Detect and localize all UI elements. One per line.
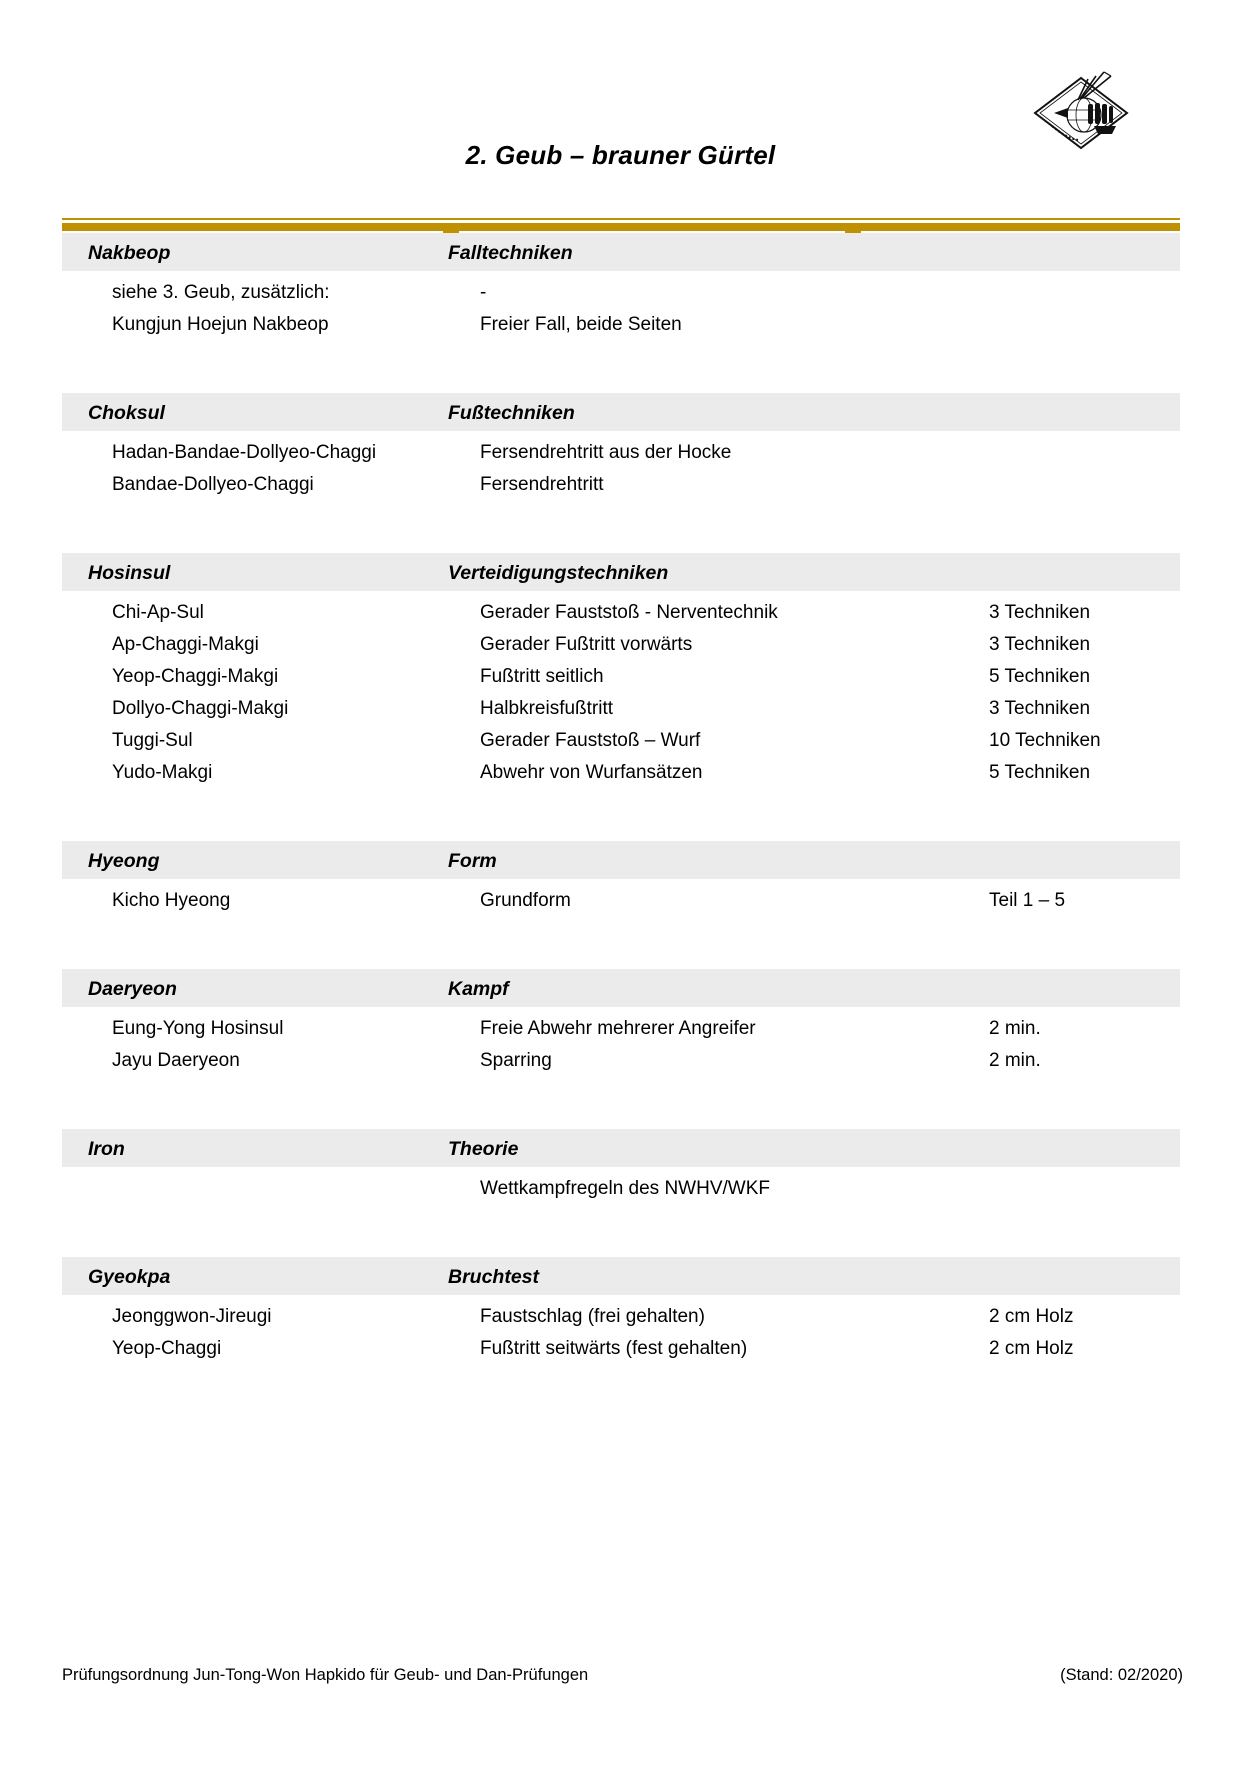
cell-technique-count: 5 Techniken — [989, 666, 1091, 687]
table-row — [62, 1333, 1180, 1365]
section-gyeokpa — [62, 1257, 1180, 1365]
section-korean-label: Hyeong — [88, 850, 160, 872]
table-row — [62, 725, 1180, 757]
cell-technique-count: 2 min. — [989, 1050, 1041, 1071]
table-row — [62, 661, 1180, 693]
page-title: 2. Geub – brauner Gürtel — [465, 140, 776, 170]
cell-technique-name: Chi-Ap-Sul — [112, 602, 204, 623]
cell-technique-name: siehe 3. Geub, zusätzlich: — [112, 282, 330, 303]
cell-technique-count: 3 Techniken — [989, 698, 1091, 719]
section-korean-label: Hosinsul — [88, 562, 171, 584]
cell-technique-description: Freie Abwehr mehrerer Angreifer — [480, 1018, 756, 1039]
section-header — [62, 1129, 1180, 1167]
cell-technique-description: Wettkampfregeln des NWHV/WKF — [480, 1178, 771, 1199]
section-iron — [62, 1129, 1180, 1205]
table-row — [62, 629, 1180, 661]
section-rows — [62, 1295, 1180, 1365]
footer-document-title: Prüfungsordnung Jun-Tong-Won Hapkido für Geub- und Dan-Prüfungen — [62, 1666, 589, 1684]
cell-technique-name: Tuggi-Sul — [112, 730, 193, 751]
section-korean-label: Choksul — [88, 402, 165, 424]
cell-technique-count: 10 Techniken — [989, 730, 1101, 751]
table-row — [62, 693, 1180, 725]
section-korean-label: Daeryeon — [88, 978, 177, 1000]
cell-technique-count: 5 Techniken — [989, 762, 1091, 783]
section-header — [62, 393, 1180, 431]
cell-technique-count: 3 Techniken — [989, 634, 1091, 655]
section-hyeong — [62, 841, 1180, 917]
section-korean-label: Nakbeop — [88, 242, 171, 264]
cell-technique-description: Fußtritt seitwärts (fest gehalten) — [480, 1338, 748, 1359]
table-row — [62, 1173, 1180, 1205]
cell-technique-description: - — [480, 282, 487, 303]
gold-divider — [62, 218, 1180, 231]
table-row — [62, 277, 1180, 309]
section-nakbeop — [62, 233, 1180, 341]
cell-technique-name: Jeonggwon-Jireugi — [112, 1306, 272, 1327]
cell-technique-name: Kungjun Hoejun Nakbeop — [112, 314, 329, 335]
cell-technique-description: Gerader Fußtritt vorwärts — [480, 634, 693, 655]
table-row — [62, 757, 1180, 789]
section-german-label: Verteidigungstechniken — [448, 562, 669, 584]
section-rows — [62, 271, 1180, 341]
section-german-label: Theorie — [448, 1138, 519, 1160]
section-korean-label: Gyeokpa — [88, 1266, 171, 1288]
cell-technique-description: Halbkreisfußtritt — [480, 698, 614, 719]
cell-technique-description: Gerader Fauststoß - Nerventechnik — [480, 602, 778, 623]
cell-technique-description: Fersendrehtritt aus der Hocke — [480, 442, 732, 463]
cell-technique-count: 3 Techniken — [989, 602, 1091, 623]
page-footer — [62, 1666, 1183, 1685]
exam-table — [62, 218, 1180, 1365]
cell-technique-name: Yeop-Chaggi-Makgi — [112, 666, 279, 687]
cell-technique-name: Bandae-Dollyeo-Chaggi — [112, 474, 314, 495]
section-header — [62, 1257, 1180, 1295]
table-row — [62, 469, 1180, 501]
section-rows — [62, 879, 1180, 917]
cell-technique-name: Yudo-Makgi — [112, 762, 213, 783]
section-daeryeon — [62, 969, 1180, 1077]
table-row — [62, 437, 1180, 469]
section-rows — [62, 431, 1180, 501]
cell-technique-count: 2 cm Holz — [989, 1306, 1074, 1327]
section-german-label: Bruchtest — [448, 1266, 540, 1288]
cell-technique-name: Dollyo-Chaggi-Makgi — [112, 698, 289, 719]
table-row — [62, 597, 1180, 629]
cell-technique-description: Abwehr von Wurfansätzen — [480, 762, 703, 783]
section-rows — [62, 591, 1180, 789]
cell-technique-description: Grundform — [480, 890, 571, 911]
cell-technique-name: Eung-Yong Hosinsul — [112, 1018, 284, 1039]
section-header — [62, 233, 1180, 271]
table-row — [62, 1045, 1180, 1077]
cell-technique-description: Fersendrehtritt — [480, 474, 604, 495]
table-row — [62, 309, 1180, 341]
section-german-label: Fußtechniken — [448, 402, 575, 424]
cell-technique-name: Ap-Chaggi-Makgi — [112, 634, 259, 655]
footer-version: (Stand: 02/2020) — [1060, 1666, 1183, 1684]
table-row — [62, 885, 1180, 917]
cell-technique-description: Faustschlag (frei gehalten) — [480, 1306, 705, 1327]
cell-technique-description: Gerader Fauststoß – Wurf — [480, 730, 701, 751]
section-korean-label: Iron — [88, 1138, 125, 1160]
cell-technique-name: Yeop-Chaggi — [112, 1338, 222, 1359]
section-rows — [62, 1007, 1180, 1077]
cell-technique-count: 2 min. — [989, 1018, 1041, 1039]
cell-technique-name: Jayu Daeryeon — [112, 1050, 240, 1071]
cell-technique-description: Fußtritt seitlich — [480, 666, 604, 687]
section-header — [62, 841, 1180, 879]
cell-technique-name: Kicho Hyeong — [112, 890, 231, 911]
section-hosinsul — [62, 553, 1180, 789]
section-choksul — [62, 393, 1180, 501]
cell-technique-description: Sparring — [480, 1050, 552, 1071]
cell-technique-name: Hadan-Bandae-Dollyeo-Chaggi — [112, 442, 377, 463]
table-row — [62, 1013, 1180, 1045]
section-german-label: Falltechniken — [448, 242, 573, 264]
cell-technique-count: Teil 1 – 5 — [989, 890, 1066, 911]
section-header — [62, 969, 1180, 1007]
cell-technique-count: 2 cm Holz — [989, 1338, 1074, 1359]
section-rows — [62, 1167, 1180, 1205]
section-header — [62, 553, 1180, 591]
table-row — [62, 1301, 1180, 1333]
section-german-label: Form — [448, 850, 497, 872]
cell-technique-description: Freier Fall, beide Seiten — [480, 314, 682, 335]
section-german-label: Kampf — [448, 978, 509, 1000]
